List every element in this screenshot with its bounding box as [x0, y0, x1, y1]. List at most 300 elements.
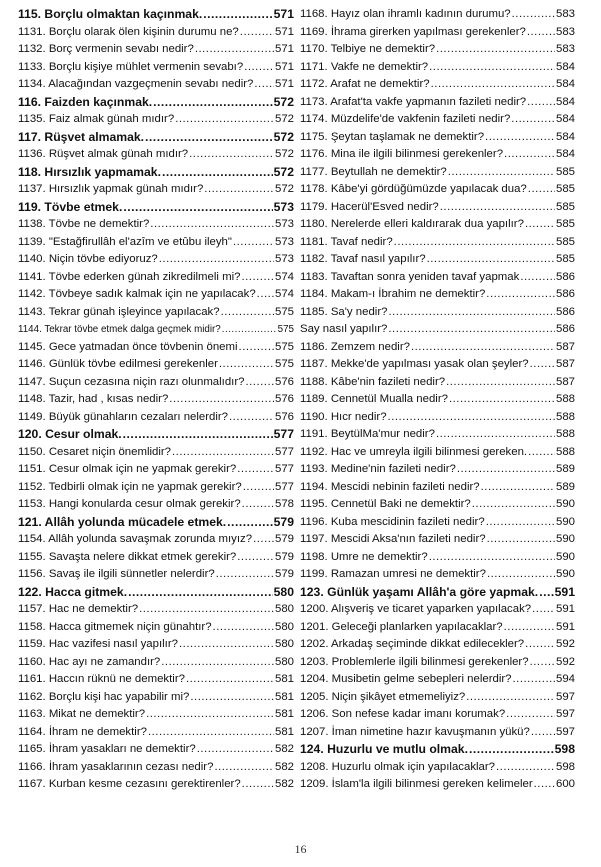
toc-entry	[18, 41, 294, 59]
toc-entry	[18, 216, 294, 234]
toc-leader-dots	[204, 181, 274, 199]
toc-entry	[300, 409, 575, 427]
toc-entry-title: 1202. Arkadaş seçiminde dikkat edilecekler?	[300, 638, 525, 650]
toc-entry-title: 1157. Hac ne demektir?	[18, 603, 139, 615]
toc-entry-title: 1179. Hacerül'Esved nedir?	[300, 200, 439, 213]
toc-page-number: 578	[274, 498, 294, 510]
toc-leader-dots	[197, 741, 274, 759]
toc-leader-dots	[169, 391, 274, 409]
toc-page-number: 591	[554, 584, 575, 599]
toc-leader-dots	[429, 549, 555, 567]
toc-right-column	[300, 6, 575, 794]
toc-entry-title: 1173. Arafat'ta vakfe yapmanın fazileti nedir?	[300, 95, 527, 108]
toc-leader-dots	[237, 549, 274, 567]
toc-leader-dots	[227, 514, 272, 532]
toc-page-number: 571	[274, 43, 294, 55]
toc-entry	[18, 689, 294, 707]
toc-entry-title: 1134. Alacağından vazgeçmenin sevabı nedir?	[18, 78, 254, 90]
toc-entry	[18, 356, 294, 374]
toc-leader-dots	[512, 671, 555, 689]
toc-leader-dots	[195, 41, 274, 59]
toc-section-heading	[300, 584, 575, 602]
toc-entry-title: 1152. Tedbirli olmak için ne yapmak gerekir?	[18, 480, 242, 493]
toc-entry-title: 1168. Hayız olan ihramlı kadının durumu?	[300, 8, 511, 20]
toc-page-number: 588	[555, 410, 575, 423]
toc-leader-dots	[244, 59, 274, 77]
toc-entry-title: 120. Cesur olmak.	[18, 427, 122, 441]
toc-entry	[18, 759, 294, 777]
toc-leader-dots	[254, 76, 274, 94]
toc-leader-dots	[394, 234, 555, 252]
toc-entry-title: 1156. Savaş ile ilgili sünnetler nelerdir?	[18, 568, 215, 580]
toc-entry-title: 1203. Problemlerle ilgili bilinmesi gerekenler?	[300, 655, 529, 668]
toc-entry-title: 1147. Suçun cezasına niçin razı olunmalıdır?	[18, 375, 245, 388]
toc-leader-dots	[233, 234, 274, 252]
toc-leader-dots	[448, 164, 555, 182]
toc-entry	[300, 24, 575, 42]
toc-page-number: 582	[274, 778, 294, 790]
toc-entry	[300, 76, 575, 94]
toc-leader-dots	[175, 111, 274, 129]
toc-page-number: 581	[274, 690, 294, 703]
toc-entry	[300, 601, 575, 619]
toc-page-number: 580	[274, 655, 294, 668]
toc-leader-dots	[472, 496, 555, 514]
toc-page-number: 576	[274, 375, 294, 388]
toc-page-number: 586	[555, 323, 575, 335]
toc-page-number: 597	[555, 690, 575, 703]
toc-entry	[300, 496, 575, 514]
toc-entry	[18, 181, 294, 199]
toc-leader-dots	[532, 601, 555, 619]
toc-entry	[300, 234, 575, 252]
toc-page-number: 584	[555, 148, 575, 160]
toc-entry	[300, 269, 575, 287]
toc-entry-title: 1176. Mina ile ilgili bilinmesi gerekenler?	[300, 148, 504, 160]
toc-page-number: 574	[274, 288, 294, 300]
toc-entry	[18, 391, 294, 409]
toc-entry-title: 118. Hırsızlık yapmamak.	[18, 164, 161, 179]
toc-entry-title: 1142. Tövbeye sadık kalmak için ne yapılacak?	[18, 288, 256, 300]
toc-leader-dots	[189, 146, 274, 164]
toc-leader-dots	[179, 636, 274, 654]
toc-page-number: 586	[555, 288, 575, 300]
toc-leader-dots	[203, 6, 272, 24]
toc-page-number: 589	[555, 463, 575, 475]
toc-page-number: 598	[554, 742, 575, 756]
toc-leader-dots	[162, 164, 273, 182]
toc-page-number: 583	[555, 8, 575, 20]
toc-page-number: 577	[274, 463, 294, 475]
toc-entry-title: 1162. Borçlu kişi hac yapabilir mi?	[18, 690, 190, 703]
toc-entry	[300, 374, 575, 392]
toc-page-number: 579	[273, 514, 294, 529]
toc-entry	[300, 689, 575, 707]
toc-leader-dots	[504, 146, 555, 164]
toc-entry	[300, 339, 575, 357]
toc-entry	[18, 671, 294, 689]
toc-page-number: 584	[555, 60, 575, 73]
toc-leader-dots	[431, 76, 555, 94]
toc-page-number: 577	[273, 427, 294, 441]
toc-entry-title: 1170. Telbiye ne demektir?	[300, 43, 436, 55]
toc-page-number: 594	[555, 673, 575, 685]
toc-page-number: 591	[555, 620, 575, 633]
toc-leader-dots	[429, 59, 555, 77]
toc-entry-title: 1189. Cennetül Mualla nedir?	[300, 393, 448, 405]
toc-page-number: 573	[274, 218, 294, 230]
toc-leader-dots	[504, 619, 555, 637]
toc-leader-dots	[139, 601, 274, 619]
toc-entry-title: 1133. Borçlu kişiye mühlet vermenin sevabı?	[18, 60, 244, 73]
toc-leader-dots	[219, 356, 274, 374]
toc-entry	[18, 76, 294, 94]
toc-page-number: 588	[555, 428, 575, 440]
toc-entry-title: 115. Borçlu olmaktan kaçınmak.	[18, 7, 203, 21]
toc-entry-title: 1191. BeytülMa'mur nedir?	[300, 428, 435, 440]
toc-section-heading	[18, 199, 294, 217]
toc-section-heading	[18, 584, 294, 602]
toc-entry-title: 117. Rüşvet almamak.	[18, 129, 145, 144]
toc-entry	[300, 356, 575, 374]
toc-entry-title: 1137. Hırsızlık yapmak günah mıdır?	[18, 183, 204, 195]
toc-entry	[18, 724, 294, 742]
toc-leader-dots	[506, 706, 555, 724]
toc-leader-dots	[145, 129, 273, 147]
toc-leader-dots	[457, 461, 555, 479]
toc-leader-dots	[469, 741, 554, 759]
toc-page-number: 598	[555, 760, 575, 773]
toc-leader-dots	[511, 111, 555, 129]
toc-leader-dots	[487, 566, 555, 584]
toc-page-number: 572	[273, 94, 294, 109]
toc-entry-title: 1183. Tavaftan sonra yeniden tavaf yapmak	[300, 270, 520, 283]
toc-entry	[300, 251, 575, 269]
toc-leader-dots	[128, 584, 273, 602]
toc-entry-title: 1164. İhram ne demektir?	[18, 725, 147, 738]
toc-leader-dots	[449, 391, 555, 409]
toc-entry	[300, 566, 575, 584]
toc-entry	[300, 759, 575, 777]
toc-entry-title: 1198. Umre ne demektir?	[300, 550, 428, 563]
toc-page-number: 579	[274, 533, 294, 545]
toc-entry	[300, 94, 575, 112]
toc-page-number: 590	[555, 568, 575, 580]
toc-leader-dots	[150, 216, 274, 234]
toc-page-number: 576	[274, 393, 294, 405]
toc-entry-title: 1197. Mescidi Aksa'nın fazileti nedir?	[300, 533, 486, 545]
toc-entry	[18, 321, 294, 339]
toc-leader-dots	[161, 654, 274, 672]
toc-section-heading	[18, 514, 294, 532]
toc-entry-title: 1165. İhram yasakları ne demektir?	[18, 743, 196, 755]
toc-page-number: 572	[274, 183, 294, 195]
toc-section-heading	[18, 164, 294, 182]
toc-leader-dots	[440, 199, 555, 217]
toc-entry-title: 1186. Zemzem nedir?	[300, 340, 410, 353]
toc-leader-dots	[229, 409, 274, 427]
toc-leader-dots	[221, 304, 274, 322]
toc-entry-title: 1195. Cennetül Baki ne demektir?	[300, 498, 471, 510]
toc-entry	[300, 6, 575, 24]
toc-entry	[300, 321, 575, 339]
toc-entry-title: 1160. Hac ayı ne zamandır?	[18, 655, 161, 668]
toc-entry	[300, 304, 575, 322]
toc-entry	[18, 636, 294, 654]
toc-page-number: 573	[273, 199, 294, 214]
toc-entry-title: 1196. Kuba mescidinin fazileti nedir?	[300, 515, 485, 528]
toc-entry-title: 1193. Medine'nin fazileti nedir?	[300, 463, 456, 475]
toc-entry	[18, 146, 294, 164]
toc-entry-title: 1181. Tavaf nedir?	[300, 235, 393, 248]
toc-entry-title: 1159. Hac vazifesi nasıl yapılır?	[18, 638, 178, 650]
toc-entry-title: 1204. Musibetin gelme sebepleri nelerdir?	[300, 673, 512, 685]
toc-entry	[18, 531, 294, 549]
toc-page-number: 571	[274, 78, 294, 90]
toc-entry	[18, 59, 294, 77]
toc-leader-dots	[436, 41, 555, 59]
toc-entry-title: 1145. Gece yatmadan önce tövbenin önemi	[18, 340, 238, 353]
toc-leader-dots	[216, 566, 274, 584]
toc-entry	[18, 304, 294, 322]
toc-entry	[18, 409, 294, 427]
toc-page-number: 590	[555, 533, 575, 545]
toc-page-number: 581	[274, 673, 294, 685]
toc-entry-title: 1207. İman nimetine hazır kavuşmanın yükü?	[300, 725, 530, 738]
toc-entry-title: 1199. Ramazan umresi ne demektir?	[300, 568, 486, 580]
toc-leader-dots	[388, 321, 555, 339]
toc-page-number: 584	[555, 113, 575, 125]
toc-entry	[18, 111, 294, 129]
toc-entry-title: 1201. Geleceği planlarken yapılacaklar?	[300, 620, 503, 633]
toc-entry-title: 122. Hacca gitmek.	[18, 584, 128, 599]
toc-leader-dots	[243, 479, 274, 497]
toc-leader-dots	[534, 776, 555, 794]
toc-entry-title: 123. Günlük yaşamı Allâh'a göre yapmak.	[300, 584, 539, 599]
toc-leader-dots	[530, 654, 555, 672]
toc-entry-title: 1194. Mescidi nebinin fazileti nedir?	[300, 480, 480, 493]
toc-leader-dots	[214, 759, 274, 777]
toc-leader-dots	[239, 339, 274, 357]
toc-leader-dots	[253, 531, 274, 549]
toc-entry-title: 1148. Tazir, had , kısas nedir?	[18, 393, 169, 405]
toc-page-number: 585	[555, 235, 575, 248]
toc-page-number: 580	[274, 638, 294, 650]
toc-leader-dots	[123, 426, 273, 444]
toc-page-number: 585	[555, 183, 575, 195]
toc-entry	[18, 601, 294, 619]
toc-leader-dots	[486, 286, 555, 304]
toc-leader-dots	[222, 321, 277, 339]
toc-entry	[300, 391, 575, 409]
toc-entry	[300, 654, 575, 672]
toc-entry-title: 1151. Cesur olmak için ne yapmak gerekir?	[18, 463, 237, 475]
toc-page-number: 580	[274, 620, 294, 633]
toc-leader-dots	[525, 636, 555, 654]
toc-leader-dots	[512, 6, 555, 24]
toc-entry	[300, 619, 575, 637]
toc-entry	[18, 741, 294, 759]
toc-page-number: 591	[555, 603, 575, 615]
toc-page-number: 571	[274, 60, 294, 73]
toc-entry-title: 1182. Tavaf nasıl yapılır?	[300, 253, 426, 265]
toc-entry-title: 1146. Günlük tövbe edilmesi gerekenler	[18, 358, 218, 370]
toc-entry	[18, 619, 294, 637]
toc-entry-title: 1154. Allâh yolunda savaşmak zorunda mıyız?	[18, 533, 253, 545]
toc-leader-dots	[242, 496, 274, 514]
toc-page-number: 575	[274, 358, 294, 370]
toc-page-number: 585	[555, 200, 575, 213]
toc-entry-title: 1155. Savaşta nelere dikkat etmek gerekir?	[18, 550, 237, 563]
toc-leader-dots	[186, 671, 274, 689]
toc-page-number: 576	[274, 410, 294, 423]
toc-entry	[18, 566, 294, 584]
toc-entry-title: 1158. Hacca gitmemek niçin günahtır?	[18, 620, 212, 633]
toc-leader-dots	[481, 479, 555, 497]
toc-entry-title: 1190. Hıcr nedir?	[300, 410, 387, 423]
toc-entry-title: 1163. Mikat ne demektir?	[18, 708, 146, 720]
toc-leader-dots	[539, 584, 553, 602]
toc-entry-title: 1139. "Estağfirullâh el'azîm ve etûbu ileyh"	[18, 235, 232, 248]
toc-leader-dots	[148, 724, 274, 742]
toc-entry	[300, 706, 575, 724]
toc-entry-title: 1187. Mekke'de yapılması yasak olan şeyler?	[300, 358, 529, 370]
toc-leader-dots	[241, 269, 274, 287]
toc-leader-dots	[525, 216, 555, 234]
toc-entry	[18, 286, 294, 304]
toc-page-number: 585	[555, 218, 575, 230]
toc-entry-title: 1200. Alışveriş ve ticaret yaparken yapılacak?	[300, 603, 532, 615]
toc-page-number: 573	[274, 235, 294, 248]
toc-entry-title: 1149. Büyük günahların cezaları nelerdir?	[18, 410, 229, 423]
toc-entry	[300, 59, 575, 77]
toc-leader-dots	[388, 304, 555, 322]
toc-entry	[300, 514, 575, 532]
toc-entry-title: 1185. Sa'y nedir?	[300, 305, 388, 318]
toc-leader-dots	[411, 339, 555, 357]
toc-entry	[300, 181, 575, 199]
toc-entry-title: 119. Tövbe etmek.	[18, 199, 123, 214]
toc-page-number: 585	[555, 253, 575, 265]
toc-page-number: 582	[274, 743, 294, 755]
toc-page-number: 597	[555, 708, 575, 720]
toc-entry	[300, 724, 575, 742]
toc-page-number: 581	[274, 708, 294, 720]
toc-leader-dots	[486, 514, 555, 532]
toc-leader-dots	[153, 94, 273, 112]
toc-page-number: 586	[555, 270, 575, 283]
toc-page-number: 580	[274, 603, 294, 615]
toc-entry	[18, 496, 294, 514]
toc-leader-dots	[242, 776, 274, 794]
toc-section-heading	[300, 741, 575, 759]
toc-entry	[18, 234, 294, 252]
toc-leader-dots	[436, 426, 555, 444]
toc-entry-title: 1135. Faiz almak günah mıdır?	[18, 113, 175, 125]
toc-entry-title: 1136. Rüşvet almak günah mıdır?	[18, 148, 189, 160]
toc-entry-title: 1180. Nerelerde elleri kaldırarak dua yapılır?	[300, 218, 524, 230]
toc-entry	[18, 269, 294, 287]
toc-entry-title: 1209. İslam'la ilgili bilinmesi gereken kelimeler	[300, 778, 533, 790]
toc-page-number: 582	[274, 760, 294, 773]
toc-leader-dots	[190, 689, 274, 707]
toc-entry-title: 1172. Arafat ne demektir?	[300, 78, 430, 90]
page-number: 16	[294, 842, 307, 856]
toc-page-number: 574	[274, 270, 294, 283]
toc-entry	[300, 129, 575, 147]
toc-leader-dots	[527, 24, 555, 42]
toc-entry-title: 1166. İhram yasaklarının cezası nedir?	[18, 760, 214, 773]
toc-entry	[18, 461, 294, 479]
toc-leader-dots	[123, 199, 272, 217]
toc-entry	[300, 286, 575, 304]
toc-leader-dots	[146, 706, 274, 724]
toc-leader-dots	[527, 94, 555, 112]
toc-page-number: 588	[555, 445, 575, 458]
toc-entry	[18, 444, 294, 462]
toc-leader-dots	[496, 759, 555, 777]
toc-entry-title: 1144. Tekrar tövbe etmek dalga geçmek midir?	[18, 324, 221, 335]
toc-page-number: 584	[555, 130, 575, 143]
toc-entry-title: 1141. Tövbe ederken günah zikredilmeli mi?	[18, 270, 241, 283]
toc-page-number: 600	[555, 778, 575, 790]
toc-entry-title: Say nasıl yapılır?	[300, 323, 388, 335]
toc-entry-title: 1167. Kurban kesme cezasını gerektirenler?	[18, 778, 241, 790]
toc-entry-title: 1171. Vakfe ne demektir?	[300, 60, 429, 73]
toc-entry-title: 1138. Tövbe ne demektir?	[18, 218, 150, 230]
toc-page-number: 584	[555, 78, 575, 90]
toc-page-number: 579	[274, 568, 294, 580]
toc-leader-dots	[172, 444, 274, 462]
toc-entry	[300, 636, 575, 654]
toc-entry	[300, 479, 575, 497]
toc-page-number: 584	[555, 95, 575, 108]
toc-leader-dots	[485, 129, 555, 147]
toc-entry	[18, 706, 294, 724]
toc-page-number: 575	[274, 305, 294, 318]
toc-entry-title: 1175. Şeytan taşlamak ne demektir?	[300, 130, 485, 143]
toc-entry-title: 124. Huzurlu ve mutlu olmak.	[300, 742, 468, 756]
toc-entry	[300, 531, 575, 549]
toc-left-column	[18, 6, 294, 794]
toc-entry	[300, 164, 575, 182]
toc-page-number: 571	[273, 7, 294, 21]
toc-page-number: 588	[555, 393, 575, 405]
toc-page-number: 572	[273, 164, 294, 179]
toc-page-number: 590	[555, 550, 575, 563]
toc-entry-title: 116. Faizden kaçınmak.	[18, 94, 153, 109]
toc-page-number: 579	[274, 550, 294, 563]
toc-entry	[300, 111, 575, 129]
toc-entry	[300, 461, 575, 479]
toc-page-number: 583	[555, 25, 575, 38]
toc-entry-title: 1174. Müzdelife'de vakfenin fazileti nedir?	[300, 113, 511, 125]
toc-page-number: 572	[273, 129, 294, 144]
toc-entry	[18, 776, 294, 794]
toc-page-number: 581	[274, 725, 294, 738]
toc-page-number: 587	[555, 340, 575, 353]
toc-entry-title: 1205. Niçin şikâyet etmemeliyiz?	[300, 690, 466, 703]
toc-leader-dots	[487, 531, 555, 549]
toc-entry-title: 1161. Haccın rüknü ne demektir?	[18, 673, 185, 685]
toc-leader-dots	[531, 724, 555, 742]
toc-page-number: 575	[277, 324, 294, 335]
toc-leader-dots	[427, 251, 555, 269]
toc-entry	[300, 216, 575, 234]
toc-page-number: 580	[273, 584, 294, 599]
toc-entry	[300, 671, 575, 689]
toc-page-number: 573	[274, 253, 294, 265]
